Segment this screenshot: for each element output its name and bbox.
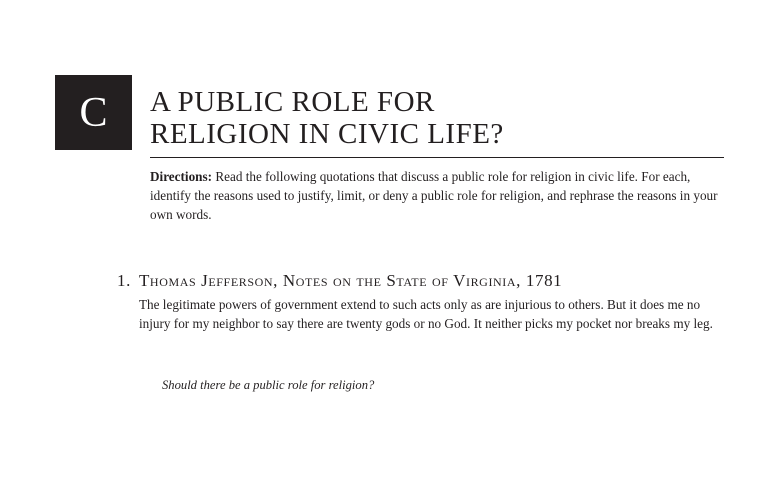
quotation-question: Should there be a public role for religion? <box>162 378 375 392</box>
section-letter-badge <box>55 75 132 150</box>
quotation-number: 1. <box>117 271 131 290</box>
quotation-text: The legitimate powers of government extend to such acts only as are injurious to others. But it does me no injury for my neighbor to say there are twenty gods or no God. It neither picks my pocket nor breaks my leg. <box>139 297 713 331</box>
directions-text: Read the following quotations that discuss a public role for religion in civic life. For each, identify the reasons used to justify, limit, or deny a public role for religion, and rephrase the reasons in your own words. <box>150 169 718 222</box>
quotation-source: Thomas Jefferson, Notes on the State of Virginia, 1781 <box>138 271 563 290</box>
section-letter: C <box>79 89 108 136</box>
title-divider <box>150 157 724 158</box>
section-title-line-2: RELIGION IN CIVIC LIFE? <box>150 118 504 150</box>
quotation-heading <box>117 271 562 291</box>
section-title-line-1: A PUBLIC ROLE FOR <box>150 86 435 118</box>
directions-label: Directions: <box>150 169 213 184</box>
directions-paragraph <box>150 167 720 224</box>
section-title <box>150 86 504 150</box>
